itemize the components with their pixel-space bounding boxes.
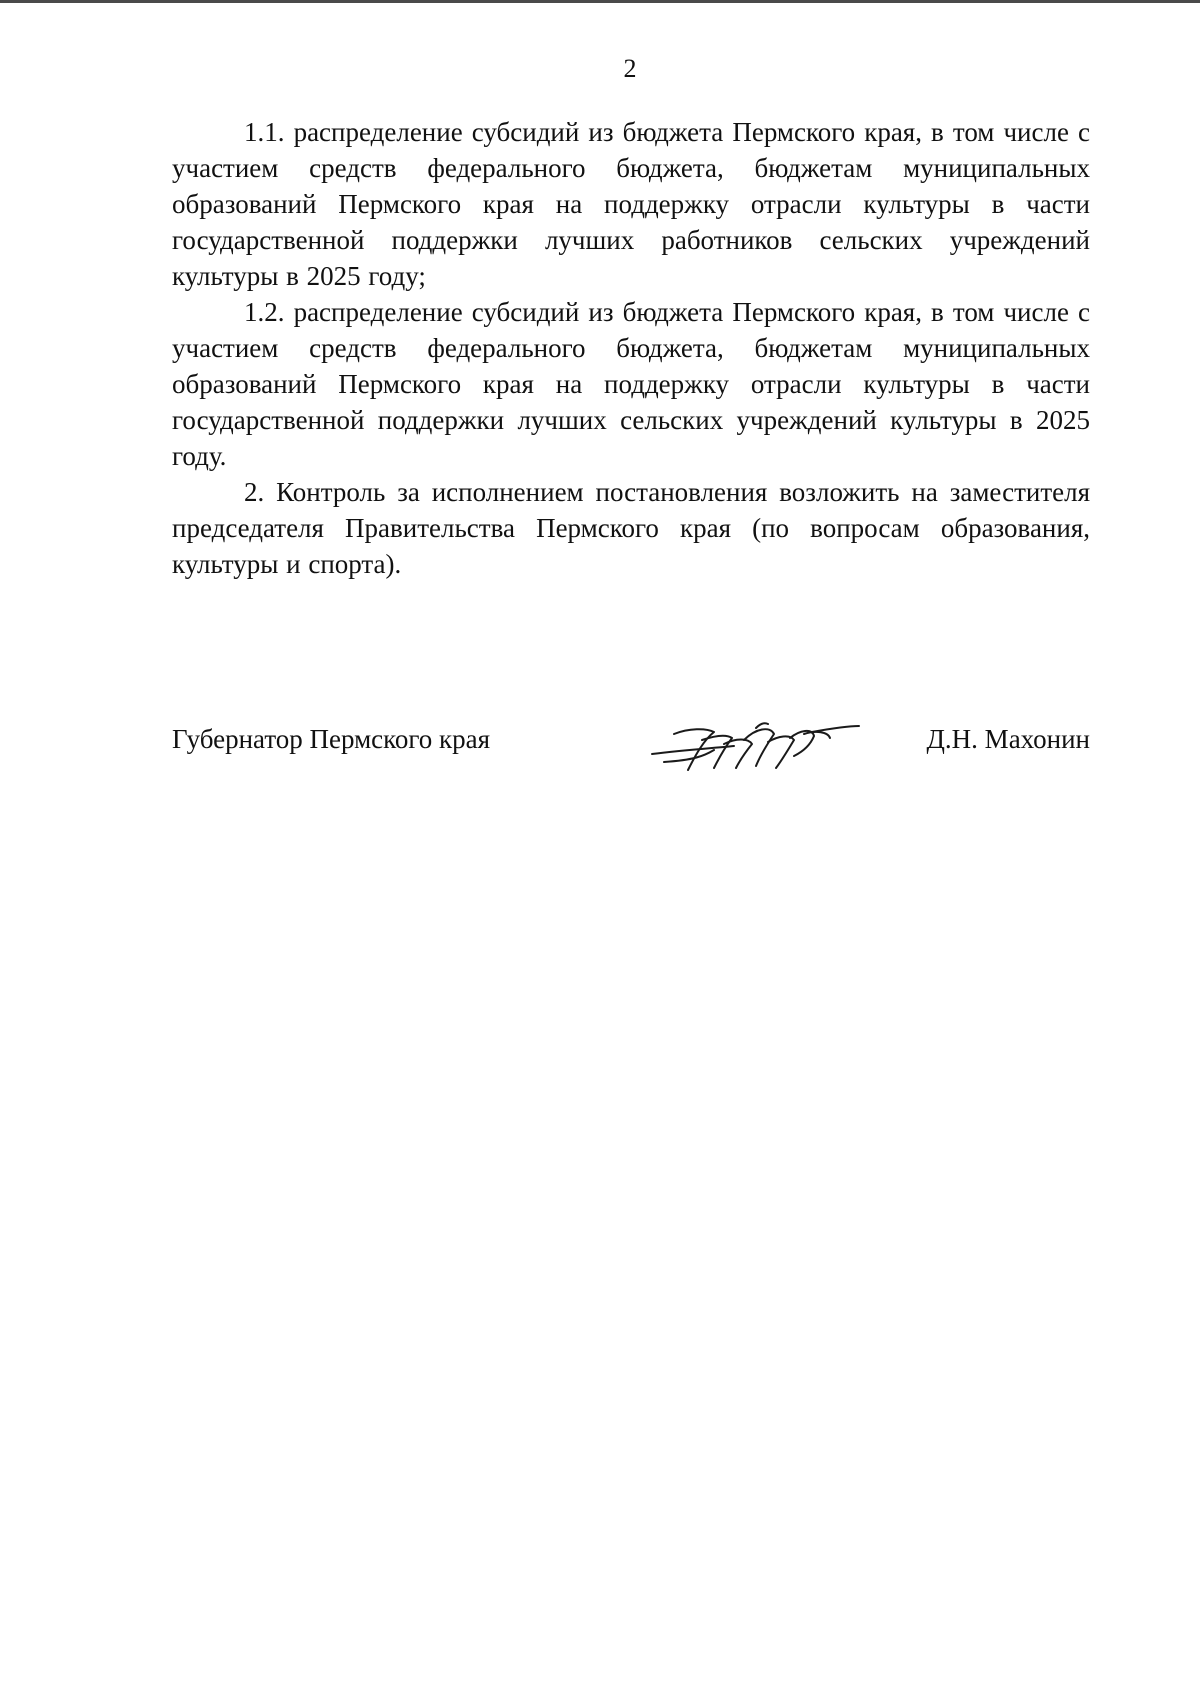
signature-block (172, 720, 1090, 770)
scan-top-edge (0, 0, 1200, 3)
signer-name: Д.Н. Махонин (926, 724, 1090, 754)
document-body (172, 114, 1090, 582)
signer-title: Губернатор Пермского края (172, 724, 491, 754)
paragraph-2: 2. Контроль за исполнением постановления возложить на заместителя председателя Правительства Пермского края (по вопросам образования, культуры и спорта). (172, 477, 1090, 579)
paragraph-1-2: 1.2. распределение субсидий из бюджета Пермского края, в том числе с участием средств федерального бюджета, бюджетам муниципальных образований Пермского края на поддержку отрасли культуры в части государственной поддержки лучших сельских учреждений культуры в 2025 году. (172, 297, 1090, 471)
handwritten-signature (644, 710, 864, 780)
paragraph-1-1: 1.1. распределение субсидий из бюджета Пермского края, в том числе с участием средств федерального бюджета, бюджетам муниципальных образований Пермского края на поддержку отрасли культуры в части государственной поддержки лучших работников сельских учреждений культуры в 2025 году; (172, 117, 1090, 291)
page-number: 2 (623, 54, 637, 83)
